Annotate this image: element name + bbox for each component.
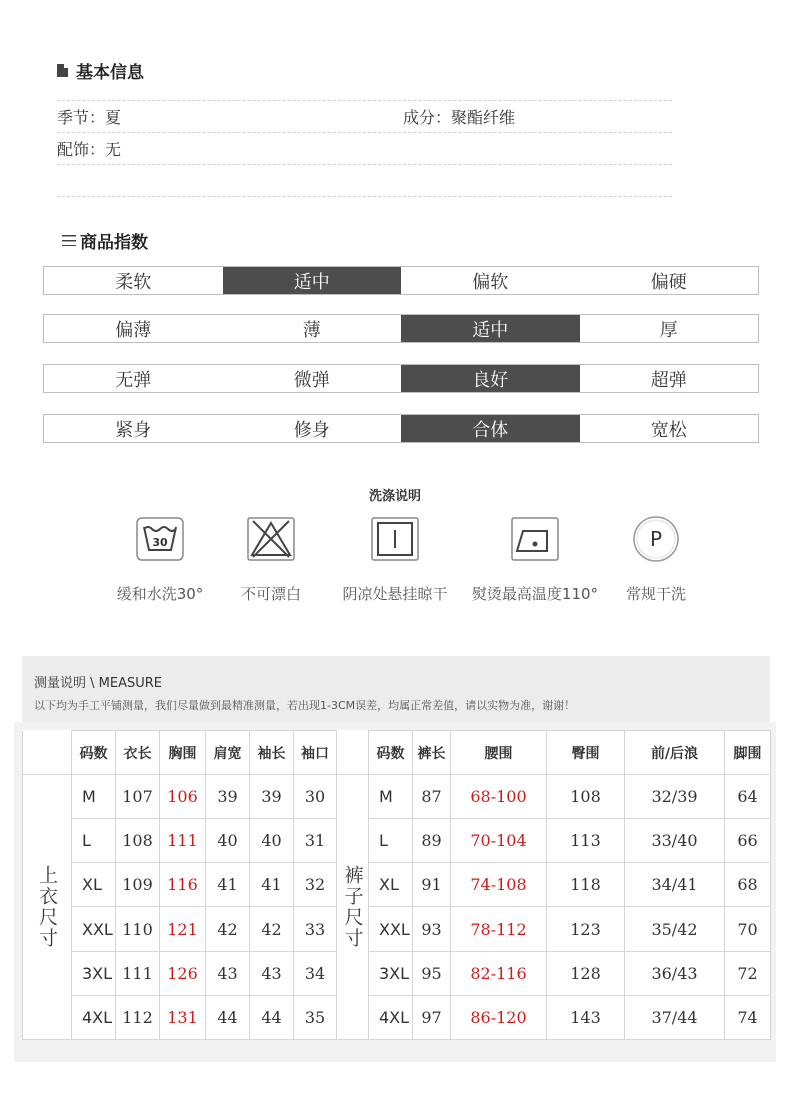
table-cell: 70	[725, 907, 771, 951]
table-cell: 44	[250, 995, 294, 1039]
wash-item	[586, 515, 726, 604]
table-row	[23, 819, 771, 863]
size-cell: XL	[72, 863, 116, 907]
table-cell: 41	[206, 863, 250, 907]
index-row-elasticity	[43, 364, 759, 393]
table-header-row	[23, 731, 771, 775]
svg-text:30: 30	[152, 536, 168, 549]
svg-text:P: P	[649, 527, 663, 551]
table-cell: 89	[413, 819, 451, 863]
table-header-cell: 胸围	[160, 731, 206, 775]
list-icon	[62, 235, 76, 246]
no-bleach-icon	[247, 515, 295, 563]
table-cell: 113	[547, 819, 625, 863]
wash-label: 阴凉处悬挂晾干	[342, 585, 448, 603]
divider	[57, 100, 672, 101]
wash-label: 不可漂白	[240, 585, 301, 603]
table-cell: 39	[206, 775, 250, 819]
divider	[57, 164, 672, 165]
table-header-cell: 裤长	[413, 731, 451, 775]
divider	[57, 196, 672, 197]
size-cell: L	[72, 819, 116, 863]
table-row	[23, 951, 771, 995]
index-cell: 偏薄	[115, 319, 152, 341]
table-cell: 86-120	[451, 995, 547, 1039]
table-cell: 32	[294, 863, 337, 907]
table-cell: 112	[116, 995, 160, 1039]
index-cell-active: 良好	[401, 365, 580, 392]
index-cell: 微弹	[293, 369, 330, 391]
table-header-cell: 码数	[369, 731, 413, 775]
table-cell: 42	[250, 907, 294, 951]
table-row	[23, 907, 771, 951]
table-header-cell: 肩宽	[206, 731, 250, 775]
table-cell: 111	[160, 819, 206, 863]
index-row-thickness	[43, 314, 759, 343]
table-cell: 97	[413, 995, 451, 1039]
table-cell: 78-112	[451, 907, 547, 951]
table-cell: 121	[160, 907, 206, 951]
index-cell: 超弹	[650, 369, 687, 391]
table-cell: 34/41	[625, 863, 725, 907]
table-cell: 32/39	[625, 775, 725, 819]
table-cell: 93	[413, 907, 451, 951]
wash-item	[465, 515, 605, 604]
table-row	[23, 775, 771, 819]
table-header-cell: 前/后浪	[625, 731, 725, 775]
table-cell: 74	[725, 995, 771, 1039]
divider	[57, 132, 672, 133]
table-cell: 143	[547, 995, 625, 1039]
table-header-cell: 脚围	[725, 731, 771, 775]
table-cell: 40	[250, 819, 294, 863]
index-cell: 宽松	[650, 419, 687, 441]
wash-label: 缓和水洗30°	[116, 585, 204, 603]
size-cell: 4XL	[72, 995, 116, 1039]
size-table	[22, 730, 771, 1040]
table-cell: 72	[725, 951, 771, 995]
table-cell: 74-108	[451, 863, 547, 907]
table-cell: 64	[725, 775, 771, 819]
table-cell: 131	[160, 995, 206, 1039]
table-header-cell: 袖口	[294, 731, 337, 775]
basic-info-title-text: 基本信息	[76, 63, 144, 83]
size-cell: 3XL	[369, 951, 413, 995]
table-cell: 43	[206, 951, 250, 995]
table-cell: 118	[547, 863, 625, 907]
hang-dry-shade-icon	[371, 515, 419, 563]
table-cell: 128	[547, 951, 625, 995]
table-header-cell: 衣长	[116, 731, 160, 775]
table-header-cell: 袖长	[250, 731, 294, 775]
table-cell: 91	[413, 863, 451, 907]
measure-title: 测量说明 \ MEASURE	[34, 676, 162, 691]
basic-info-title	[57, 58, 144, 83]
table-cell: 95	[413, 951, 451, 995]
index-cell: 无弹	[115, 369, 152, 391]
table-cell: 43	[250, 951, 294, 995]
material-field: 成分：聚酯纤维	[403, 108, 516, 127]
table-cell: 116	[160, 863, 206, 907]
index-cell: 薄	[302, 319, 321, 341]
index-cell: 偏硬	[650, 271, 687, 293]
size-cell: L	[369, 819, 413, 863]
size-cell: XL	[369, 863, 413, 907]
measure-note: 以下均为手工平铺测量，我们尽量做到最精准测量，若出现1-3CM误差，均属正常差值，请以实物为准，谢谢！	[34, 699, 576, 712]
product-index-title-text: 商品指数	[80, 233, 148, 253]
table-cell: 35/42	[625, 907, 725, 951]
index-cell-active: 合体	[401, 415, 580, 442]
index-cell: 修身	[293, 419, 330, 441]
index-cell: 柔软	[115, 271, 152, 293]
table-cell: 33/40	[625, 819, 725, 863]
index-cell-active: 适中	[223, 267, 402, 294]
washing-title: 洗涤说明	[368, 489, 421, 504]
iron-icon	[511, 515, 559, 563]
table-header-cell	[337, 731, 369, 775]
index-cell: 厚	[659, 319, 678, 341]
table-cell: 44	[206, 995, 250, 1039]
table-cell: 108	[547, 775, 625, 819]
index-cell: 偏软	[472, 271, 509, 293]
table-header-cell: 码数	[72, 731, 116, 775]
table-header-cell: 腰围	[451, 731, 547, 775]
table-cell: 34	[294, 951, 337, 995]
table-cell: 41	[250, 863, 294, 907]
size-cell: M	[72, 775, 116, 819]
table-row	[23, 995, 771, 1039]
table-row	[23, 863, 771, 907]
table-cell: 30	[294, 775, 337, 819]
table-cell: 68-100	[451, 775, 547, 819]
table-header-cell: 臀围	[547, 731, 625, 775]
product-index-title	[62, 228, 148, 253]
table-cell: 37/44	[625, 995, 725, 1039]
table-cell: 123	[547, 907, 625, 951]
table-cell: 87	[413, 775, 451, 819]
table-cell: 42	[206, 907, 250, 951]
table-cell: 66	[725, 819, 771, 863]
index-cell-active: 适中	[401, 315, 580, 342]
size-cell: XXL	[72, 907, 116, 951]
size-cell: XXL	[369, 907, 413, 951]
table-cell: 40	[206, 819, 250, 863]
table-cell: 109	[116, 863, 160, 907]
index-row-softness	[43, 266, 759, 295]
wash-label: 熨烫最高温度110°	[471, 585, 599, 603]
size-cell: 3XL	[72, 951, 116, 995]
table-cell: 35	[294, 995, 337, 1039]
index-row-fit	[43, 414, 759, 443]
wash-30-icon	[136, 515, 184, 563]
size-cell: 4XL	[369, 995, 413, 1039]
measure-header	[22, 656, 770, 722]
table-cell: 33	[294, 907, 337, 951]
dry-clean-icon	[632, 515, 680, 563]
wash-item	[325, 515, 465, 604]
table-header-cell	[23, 731, 72, 775]
index-cell: 紧身	[115, 419, 152, 441]
table-cell: 70-104	[451, 819, 547, 863]
size-cell: M	[369, 775, 413, 819]
accessory-field: 配饰：无	[57, 140, 122, 159]
document-icon	[57, 64, 68, 77]
table-cell: 82-116	[451, 951, 547, 995]
top-size-label: 上衣尺寸	[23, 775, 72, 1040]
table-cell: 31	[294, 819, 337, 863]
table-cell: 106	[160, 775, 206, 819]
wash-label: 常规干洗	[625, 585, 686, 603]
wash-item	[201, 515, 341, 604]
table-cell: 126	[160, 951, 206, 995]
table-cell: 108	[116, 819, 160, 863]
bottom-size-label: 裤子尺寸	[337, 775, 369, 1040]
table-cell: 36/43	[625, 951, 725, 995]
table-cell: 107	[116, 775, 160, 819]
season-field: 季节：夏	[57, 108, 122, 127]
table-cell: 39	[250, 775, 294, 819]
table-cell: 68	[725, 863, 771, 907]
table-cell: 111	[116, 951, 160, 995]
table-cell: 110	[116, 907, 160, 951]
